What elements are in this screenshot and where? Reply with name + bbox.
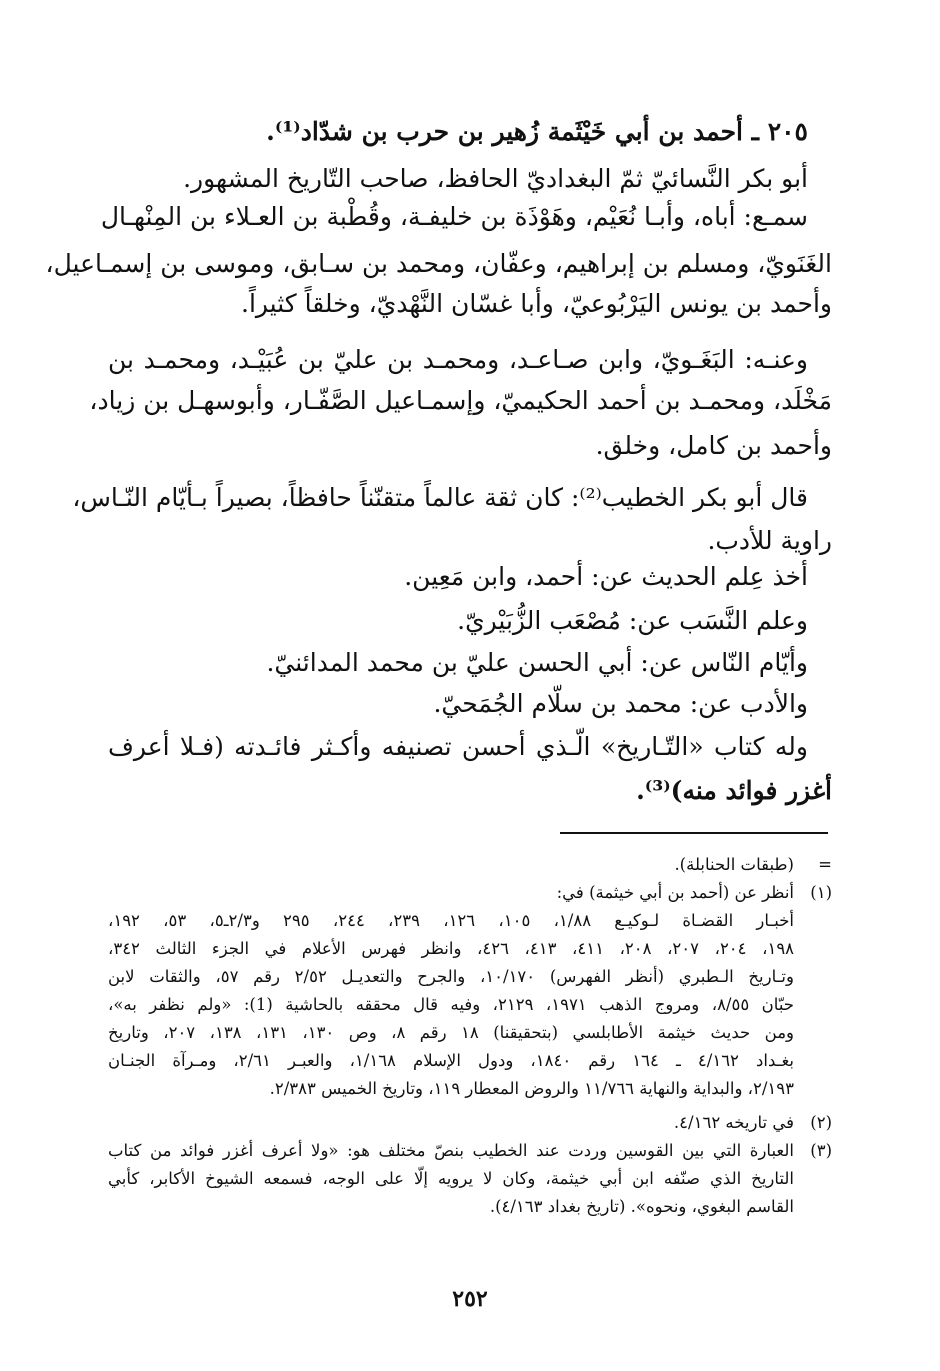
body-line: أبو بكر النَّسائيّ ثمّ البغداديّ الحافظ، صاحب التّاريخ المشهور. bbox=[183, 164, 808, 193]
footnote-text: أنظر عن (أحمد بن أبي خيثمة) في: bbox=[556, 883, 794, 902]
footnote-line bbox=[0, 1194, 940, 1219]
body-line: قال أبو بكر الخطيب⁽²⁾: كان ثقة عالماً متقنّناً حافظاً، بصيراً بـأيّام النّـاس، bbox=[72, 483, 808, 512]
page-number: ٢٥٢ bbox=[452, 1286, 488, 1312]
footnote-text: ومن حديث خيثمة الأطابلسي (بتحقيقنا) ١٨ رقم ٨، وص ١٣٠، ١٣١، ١٣٨، ٢٠٧، وتاريخ bbox=[108, 1023, 795, 1042]
footnote-mark: = bbox=[818, 855, 832, 874]
body-line: والأدب عن: محمد بن سلّام الجُمَحيّ. bbox=[433, 689, 808, 718]
footnote-line bbox=[0, 1076, 940, 1101]
footnote-line bbox=[0, 1138, 940, 1163]
footnote-line bbox=[0, 1048, 940, 1073]
body-line: أخذ عِلم الحديث عن: أحمد، وابن مَعِين. bbox=[404, 562, 808, 591]
footnote-text: ١٩٨، ٢٠٤، ٢٠٧، ٢٠٨، ٤١١، ٤١٣، ٤٢٦، وانظر فهرس الأعلام في الجزء الثالث ٣٤٢، bbox=[108, 939, 795, 958]
body-line: وأحمد بن يونس اليَرْبُوعيّ، وأبا غسّان النَّهْديّ، وخلقاً كثيراً. bbox=[241, 289, 832, 318]
body-line: مَخْلَد، ومحمـد بن أحمد الحكيميّ، وإسمـاعيل الصَّفّـار، وأبوسهـل بن زياد، bbox=[89, 386, 832, 415]
footnote-mark: (٣) bbox=[810, 1141, 832, 1160]
footnote-line bbox=[0, 936, 940, 961]
footnote-line bbox=[0, 908, 940, 933]
footnote-text: التاريخ الذي صنّفه ابن أبي خيثمة، وكان لا يرويه إلّا على الوجه، فسمعه الشيوخ الأكابر، كأبي bbox=[108, 1169, 794, 1188]
footnote-line bbox=[0, 1166, 940, 1191]
body-line: وعنـه: البَغَـويّ، وابن صـاعـد، ومحمـد بن عليّ بن عُبَيْـد، ومحمـد بن bbox=[108, 345, 808, 374]
footnote-mark: (١) bbox=[810, 883, 832, 902]
body-line: راوية للأدب. bbox=[707, 526, 832, 555]
body-line: وأيّام النّاس عن: أبي الحسن عليّ بن محمد المدائنيّ. bbox=[266, 648, 808, 677]
footnote-text: حبّان ٨/٥٥، ومروج الذهب ١٩٧١، ٢١٢٩، وفيه قال محققه بالحاشية (1): «ولم نظفر به»، bbox=[108, 995, 794, 1014]
footnote-text: العبارة التي بين القوسين وردت عند الخطيب بنصّ مختلف هو: «ولا أعرف أغزر فوائد من كتاب bbox=[108, 1141, 794, 1160]
footnote-text: أخبـار القضـاة لـوكيـع ١/٨٨، ١٠٥، ١٢٦، ٢٣٩، ٢٤٤، ٢٩٥ و٢/٣ـ٥، ٥٣، ١٩٢، bbox=[108, 911, 794, 930]
entry-title: ٢٠٥ ـ أحمد بن أبي خَيْثَمة زُهير بن حرب بن شدّاد⁽¹⁾. bbox=[266, 117, 808, 146]
body-line: سمـع: أباه، وأبـا نُعَيْم، وهَوْذَة بن خليفـة، وقُطْبة بن العـلاء بن المِنْهـال bbox=[100, 202, 808, 231]
footnote-line bbox=[0, 1020, 940, 1045]
footnote-line bbox=[0, 1110, 940, 1135]
footnote-line bbox=[0, 992, 940, 1017]
footnote-line bbox=[0, 880, 940, 905]
footnote-text: ٢/١٩٣، والبداية والنهاية ١١/٧٦٦ والروض المعطار ١١٩، وتاريخ الخميس ٢/٣٨٣. bbox=[269, 1079, 794, 1098]
footnote-separator bbox=[560, 832, 828, 834]
footnote-text: (طبقات الحنابلة). bbox=[674, 855, 794, 874]
body-line: الغَنَويّ، ومسلم بن إبراهيم، وعفّان، ومحمد بن سـابق، وموسى بن إسمـاعيل، bbox=[45, 249, 832, 278]
body-line: وعلم النَّسَب عن: مُصْعَب الزُّبَيْريّ. bbox=[457, 606, 808, 635]
footnote-mark: (٢) bbox=[810, 1113, 832, 1132]
footnote-text: بغـداد ٤/١٦٢ ـ ١٦٤ رقم ١٨٤٠، ودول الإسلام ١/١٦٨، والعبـر ٢/٦١، ومـرآة الجنـان bbox=[108, 1051, 795, 1070]
footnote-text: القاسم البغوي، ونحوه». (تاريخ بغداد ٤/١٦٣). bbox=[489, 1197, 794, 1216]
body-line: وأحمد بن كامل، وخلق. bbox=[595, 431, 832, 460]
body-line: أغزر فوائد منه)⁽³⁾. bbox=[636, 776, 832, 805]
footnote-text: في تاريخه ٤/١٦٢. bbox=[673, 1113, 794, 1132]
footnote-line bbox=[0, 964, 940, 989]
footnote-text: وتـاريخ الـطبري (أنظر الفهرس) ١٠/١٧٠، والجرح والتعديـل ٢/٥٢ رقم ٥٧، والثقات لابن bbox=[108, 967, 794, 986]
body-line: وله كتاب «التّـاريخ» الّـذي أحسن تصنيفه وأكـثر فائـدته (فـلا أعرف bbox=[108, 732, 808, 761]
footnote-line bbox=[0, 852, 940, 877]
